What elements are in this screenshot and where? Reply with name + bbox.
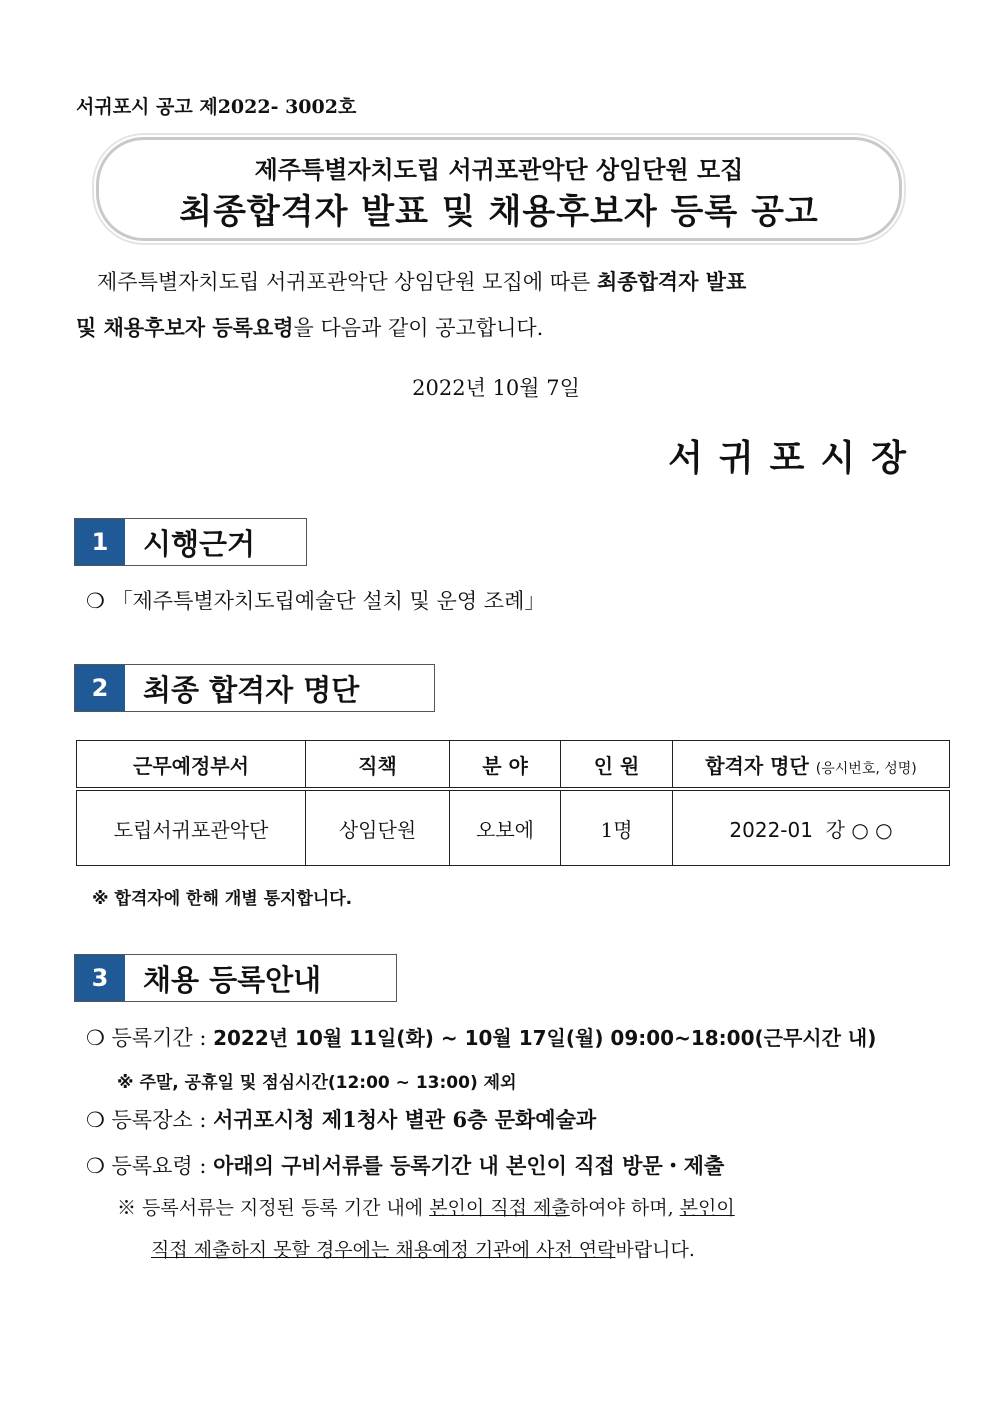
circle-bullet-icon: ❍ — [86, 1154, 105, 1178]
registration-method — [86, 1150, 724, 1180]
method-label: 등록요령 : — [111, 1154, 214, 1178]
cell-department: 도립서귀포관악단 — [77, 789, 306, 866]
registration-period — [86, 1022, 876, 1052]
section-title: 시행근거 — [143, 526, 256, 561]
section-title: 채용 등록안내 — [143, 962, 322, 997]
intro-line-2 — [76, 312, 543, 342]
table-row — [77, 789, 950, 866]
caution-underlined: 본인이 직접 제출 — [429, 1197, 570, 1219]
intro-text: 을 다음과 같이 공고합니다. — [293, 316, 544, 340]
circle-bullet-icon: ❍ — [86, 1108, 105, 1132]
title-banner — [96, 137, 902, 241]
issuer-name: 서귀포시장 — [668, 437, 922, 479]
cell-field: 오보에 — [450, 789, 561, 866]
header-field: 분 야 — [450, 741, 561, 790]
place-value: 서귀포시청 제1청사 별관 6층 문화예술과 — [213, 1107, 597, 1132]
caution-line-2 — [151, 1235, 695, 1262]
circle-bullet-icon: ❍ — [86, 1026, 105, 1050]
caution-line-1 — [117, 1193, 735, 1220]
header-position: 직책 — [306, 741, 450, 790]
section-heading-roster — [74, 664, 435, 712]
intro-line-1 — [97, 266, 746, 296]
page-title: 최종합격자 발표 및 채용후보자 등록 공고 — [179, 192, 819, 232]
period-value: 2022년 10월 11일(화) ~ 10월 17일(월) 09:00~18:00(근무시간 내) — [213, 1026, 877, 1050]
cell-position: 상임단원 — [306, 789, 450, 866]
circle-bullet-icon: ❍ — [86, 589, 105, 613]
caution-text: 하여야 하며, — [569, 1197, 680, 1219]
intro-text: 제주특별자치도립 서귀포관악단 상임단원 모집에 따른 — [97, 270, 597, 294]
cell-headcount: 1명 — [561, 789, 673, 866]
registration-place — [86, 1104, 596, 1134]
period-label: 등록기간 : — [111, 1026, 214, 1050]
caution-text: 바랍니다. — [615, 1239, 695, 1261]
basis-text: 「제주특별자치도립예술단 설치 및 운영 조례」 — [111, 589, 546, 613]
title-subheading: 제주특별자치도립 서귀포관악단 상임단원 모집 — [254, 156, 744, 184]
intro-emphasis: 최종합격자 발표 — [596, 269, 747, 294]
header-passers — [673, 741, 950, 790]
table-header-row — [77, 741, 950, 790]
period-note: ※ 주말, 공휴일 및 점심시간(12:00 ~ 13:00) 제외 — [117, 1073, 517, 1093]
caution-underlined: 직접 제출하지 못할 경우에는 채용예정 기관에 사전 연락 — [151, 1239, 616, 1261]
header-headcount: 인 원 — [561, 741, 673, 790]
caution-underlined: 본인이 — [679, 1197, 735, 1219]
section-heading-basis — [74, 518, 307, 566]
roster-note: ※ 합격자에 한해 개별 통지합니다. — [92, 889, 353, 909]
section-number: 3 — [75, 955, 125, 1001]
basis-item — [86, 585, 545, 615]
method-value: 아래의 구비서류를 등록기간 내 본인이 직접 방문・제출 — [213, 1153, 725, 1178]
section-title: 최종 합격자 명단 — [143, 672, 360, 707]
caution-text: ※ 등록서류는 지정된 등록 기간 내에 — [117, 1197, 430, 1219]
header-passers-note: (응시번호, 성명) — [815, 760, 917, 777]
notice-date: 2022년 10월 7일 — [412, 376, 580, 400]
notice-number: 서귀포시 공고 제2022- 3002호 — [76, 96, 357, 118]
header-department: 근무예정부서 — [77, 741, 306, 790]
cell-passer: 2022-01 강 ○ ○ — [673, 789, 950, 866]
section-number: 2 — [75, 665, 125, 711]
header-passers-label: 합격자 명단 — [705, 753, 809, 778]
section-heading-registration — [74, 954, 397, 1002]
place-label: 등록장소 : — [111, 1108, 214, 1132]
intro-emphasis: 및 채용후보자 등록요령 — [76, 315, 294, 340]
roster-table — [76, 740, 950, 866]
section-number: 1 — [75, 519, 125, 565]
